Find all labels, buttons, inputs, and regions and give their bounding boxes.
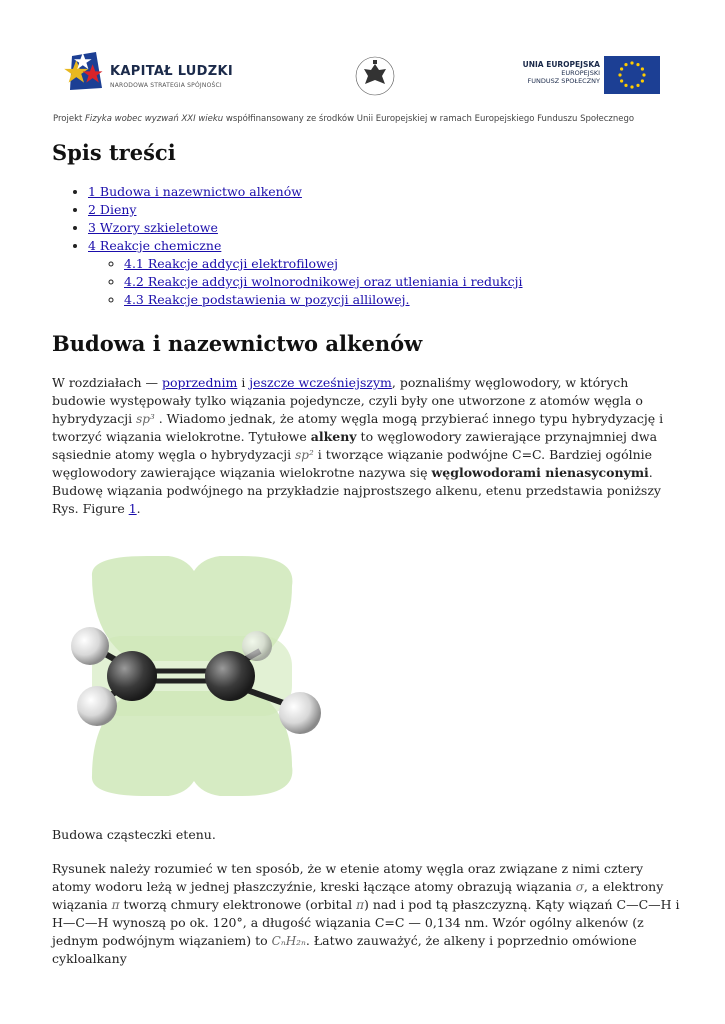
- text: tworzą chmury elektronowe (orbital: [119, 897, 357, 912]
- kapital-ludzki-title: KAPITAŁ LUDZKI: [110, 64, 233, 79]
- eu-star-icon: [620, 67, 623, 70]
- university-seal-icon: [354, 54, 396, 100]
- toc-link-4-1[interactable]: 4.1 Reakcje addycji elektrofilowej: [124, 256, 339, 271]
- figure-caption: Budowa cząsteczki etenu.: [52, 827, 216, 842]
- text: Rysunek należy rozumieć w ten sposób, że w etenie atomy węgla oraz związane z nimi cztery atomy wodoru leżą w jednej płaszczyźnie, kreski łączące atomy obrazują wiązania: [52, 861, 644, 894]
- eu-star-icon: [624, 84, 627, 87]
- eu-star-icon: [641, 67, 644, 70]
- text: . Budowę wiązania podwójnego na przykładzie najprostszego alkenu, etenu przedstawia poniższy Rys. Figure: [52, 465, 661, 516]
- eu-star-icon: [636, 63, 639, 66]
- link-poprzednim[interactable]: poprzednim: [161, 375, 238, 390]
- text: . Wiadomo jednak, że atomy węgla mogą przybierać innego typu hybrydyzację i tworzyć wiązania wielokrotne. Tytułowe: [52, 411, 664, 444]
- ue-title: UNIA EUROPEJSKA: [522, 60, 600, 69]
- text: i tworzące wiązanie podwójne C=C. Bardziej ogólnie węglowodory zawierające wiązania wielokrotne nazywa się: [52, 447, 653, 480]
- toc-item: [88, 219, 682, 237]
- toc-link-4-3[interactable]: 4.3 Reakcje podstawienia w pozycji allilowej.: [124, 292, 410, 307]
- eu-star-icon: [620, 79, 623, 82]
- math-sigma: σ: [575, 880, 584, 894]
- math-sp3: sp³: [136, 412, 155, 426]
- section-title: Budowa i nazewnictwo alkenów: [52, 331, 423, 356]
- bold-alkeny: alkeny: [310, 429, 357, 444]
- link-wczesniejszym[interactable]: jeszcze wcześniejszym: [249, 375, 392, 390]
- text: ) nad i pod tą płaszczyzną. Kąty wiązań C—C—H i H—C—H wynoszą po ok. 120°, a długość wiązania C=C — 0,134 nm. Wzór ogólny alkenów (z jednym podwójnym wiązaniem) to: [52, 897, 680, 948]
- toc-subitem: [124, 291, 682, 309]
- kapital-ludzki-logo-icon: [62, 48, 108, 94]
- main-content: [52, 140, 682, 968]
- ue-line-2: FUNDUSZ SPOŁECZNY: [527, 77, 600, 85]
- math-sp2: sp²: [295, 448, 314, 462]
- table-of-contents: [52, 183, 682, 309]
- toc-subitem: [124, 255, 682, 273]
- bold-weglowodory-nienasycone: węglowodorami nienasyconymi: [431, 465, 649, 480]
- eu-star-icon: [642, 73, 645, 76]
- eu-star-icon: [636, 84, 639, 87]
- toc-item: [88, 183, 682, 201]
- toc-link-4[interactable]: 4 Reakcje chemiczne: [88, 238, 222, 253]
- eu-flag-icon: [604, 56, 660, 94]
- kapital-ludzki-subtitle: NARODOWA STRATEGIA SPÓJNOŚCI: [110, 82, 222, 89]
- math-pi-orbital: π: [356, 898, 364, 912]
- toc-link-3[interactable]: 3 Wzory szkieletowe: [88, 220, 218, 235]
- toc-link-1[interactable]: 1 Budowa i nazewnictwo alkenów: [88, 184, 302, 199]
- project-suffix: współfinansowany ze środków Unii Europejskiej w ramach Europejskiego Funduszu Społecznego: [223, 114, 635, 124]
- toc-item: [88, 201, 682, 219]
- ue-line-1: EUROPEJSKI: [561, 69, 600, 77]
- ethene-molecule-figure: [52, 556, 342, 796]
- text: , a elektrony wiązania: [52, 879, 664, 912]
- eu-star-icon: [630, 61, 633, 64]
- eu-star-icon: [624, 63, 627, 66]
- page-header: [0, 0, 725, 135]
- eu-star-icon: [641, 79, 644, 82]
- project-line: [53, 114, 673, 124]
- math-pi: π: [111, 898, 120, 912]
- toc-link-2[interactable]: 2 Dieny: [88, 202, 137, 217]
- toc-subitem: [124, 273, 682, 291]
- paragraph-description: [52, 860, 682, 968]
- eu-label-block: [508, 60, 600, 85]
- eu-star-icon: [618, 73, 621, 76]
- text: .: [136, 501, 141, 516]
- project-name: Fizyka wobec wyzwań XXI wieku: [85, 114, 224, 124]
- toc-link-4-2[interactable]: 4.2 Reakcje addycji wolnorodnikowej oraz utleniania i redukcji: [124, 274, 523, 289]
- text: . Łatwo zauważyć, że alkeny i poprzednio omówione cykloalkany: [52, 933, 637, 966]
- text: i: [237, 375, 250, 390]
- toc-item: [88, 237, 682, 309]
- toc-title: Spis treści: [52, 140, 176, 165]
- text: to węglowodory zawierające przynajmniej dwa sąsiednie atomy węgla o hybrydyzacji: [52, 429, 658, 462]
- toc-sublist: [88, 255, 682, 309]
- project-prefix: Projekt: [53, 114, 86, 124]
- math-formula: CₙH₂ₙ: [271, 934, 306, 948]
- figure-link[interactable]: 1: [128, 501, 137, 516]
- eu-star-icon: [630, 85, 633, 88]
- paragraph-intro: [52, 374, 682, 518]
- text: , poznaliśmy węglowodory, w których budowie występowały tylko wiązania pojedyncze, czyli były one utworzone z atomów węgla o hybrydyzacji: [52, 375, 643, 426]
- text: W rozdziałach —: [52, 375, 162, 390]
